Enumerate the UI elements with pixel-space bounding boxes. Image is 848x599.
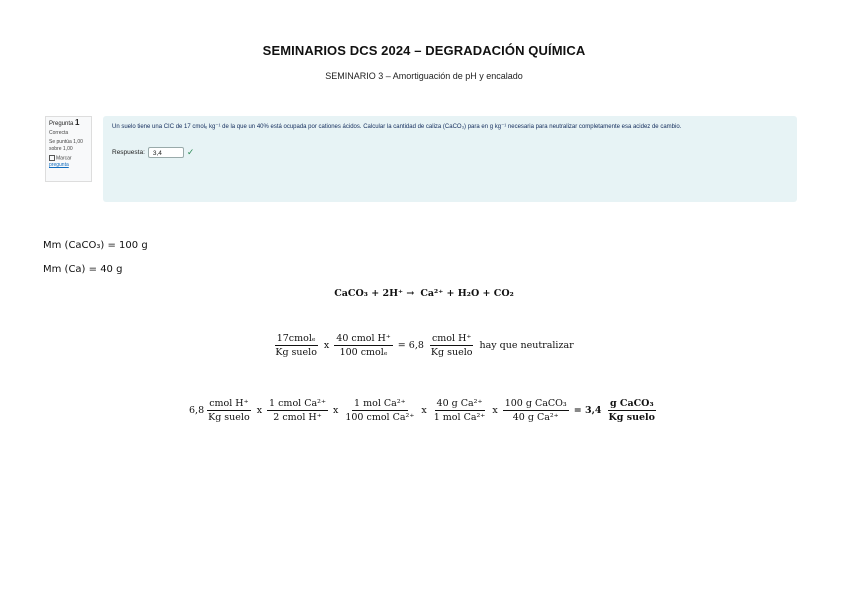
step1-text: hay que neutralizar [479, 340, 574, 351]
question-info-panel [45, 116, 92, 182]
step2-result-unit: $\frac{\text{g CaCO₃}}{\text{Kg suelo}}$ [608, 398, 655, 423]
question-number-value: 1 [75, 118, 80, 127]
step2-frac2: $\frac{\text{1 cmol Ca²⁺}}{\text{2 cmol H⁺}}$ [269, 398, 326, 423]
step1-frac1: $\frac{\text{17cmolₑ}}{\text{Kg suelo}}$ [275, 333, 317, 358]
step1-frac3: $\frac{\text{cmol H⁺}}{\text{Kg suelo}}$ [430, 333, 473, 358]
page-subtitle: SEMINARIO 3 – Amortiguación de pH y encalado [325, 71, 523, 81]
reaction-equation [0, 288, 848, 299]
step1-frac2: $\frac{\text{40 cmol H⁺}}{\text{100 cmolₑ}}$ [336, 333, 391, 358]
correct-check-icon: ✓ [186, 147, 195, 157]
flag-label: Marcar [56, 155, 72, 162]
molar-mass-ca: Mm (Ca) = 40 g [43, 264, 123, 275]
flag-question-button[interactable] [49, 155, 88, 168]
reaction-right: Ca²⁺ + H₂O + CO₂ [420, 288, 514, 299]
question-box [103, 116, 797, 202]
step2-frac3: $\frac{\text{1 mol Ca²⁺}}{\text{100 cmol Ca²⁺}}$ [345, 398, 415, 423]
step1-equation: $\frac{\text{17cmolₑ}}{\text{Kg suelo}}$ x $\frac{\text{40 cmol H⁺}}{\text{100 cmolₑ}}$ = 6,8 $\frac{\text{cmol H⁺}}{\text{Kg suelo}}$ hay que neutralizar [275, 333, 574, 358]
step2-frac4: $\frac{\text{40 g Ca²⁺}}{\text{1 mol Ca²⁺}}$ [433, 398, 486, 423]
answer-label: Respuesta: [112, 149, 145, 156]
reaction-left: CaCO₃ + 2H⁺ → [334, 288, 415, 299]
question-number [49, 120, 88, 128]
step2-lead: 6,8 [189, 405, 205, 416]
page-title: SEMINARIOS DCS 2024 – DEGRADACIÓN QUÍMICA [262, 43, 586, 58]
flag-link[interactable]: pregunta [49, 161, 69, 168]
question-score: Se puntúa 1,00 sobre 1,00 [49, 139, 83, 152]
question-label: Pregunta [49, 121, 74, 127]
answer-input[interactable]: 3,4 [148, 147, 184, 158]
question-text: Un suelo tiene una CIC de 17 cmolₑ kg⁻¹ de la que un 40% está ocupada por cationes ácidos. Calcular la cantidad de caliza (CaCO₃) para en g kg⁻¹ necesaria para neutralizar completamente esa acidez de cambio. [112, 124, 682, 130]
step1-value: = 6,8 [397, 340, 424, 351]
step2-result: = 3,4 [573, 405, 602, 416]
step2-frac1: $\frac{\text{cmol H⁺}}{\text{Kg suelo}}$ [208, 398, 250, 423]
step2-frac5: $\frac{\text{100 g CaCO₃}}{\text{40 g Ca²⁺}}$ [504, 398, 567, 423]
answer-row [112, 147, 788, 158]
question-status: Correcta [49, 129, 69, 136]
step2-equation: 6,8 $\frac{\text{cmol H⁺}}{\text{Kg suelo}}$ x $\frac{\text{1 cmol Ca²⁺}}{\text{2 cmol H⁺}}$ x $\frac{\text{1 mol Ca²⁺}}{\text{100 cmol Ca²⁺}}$ x $\frac{\text{40 g Ca²⁺}}{\text{1 mol Ca²⁺}}$ x $\frac{\text{100 g CaCO₃}}{\text{40 g Ca²⁺}}$ = 3,4 $\frac{\text{g CaCO₃}}{\text{Kg suelo}}$ [189, 398, 655, 423]
molar-mass-caco3: Mm (CaCO₃) = 100 g [43, 240, 148, 251]
flag-icon [49, 155, 55, 161]
